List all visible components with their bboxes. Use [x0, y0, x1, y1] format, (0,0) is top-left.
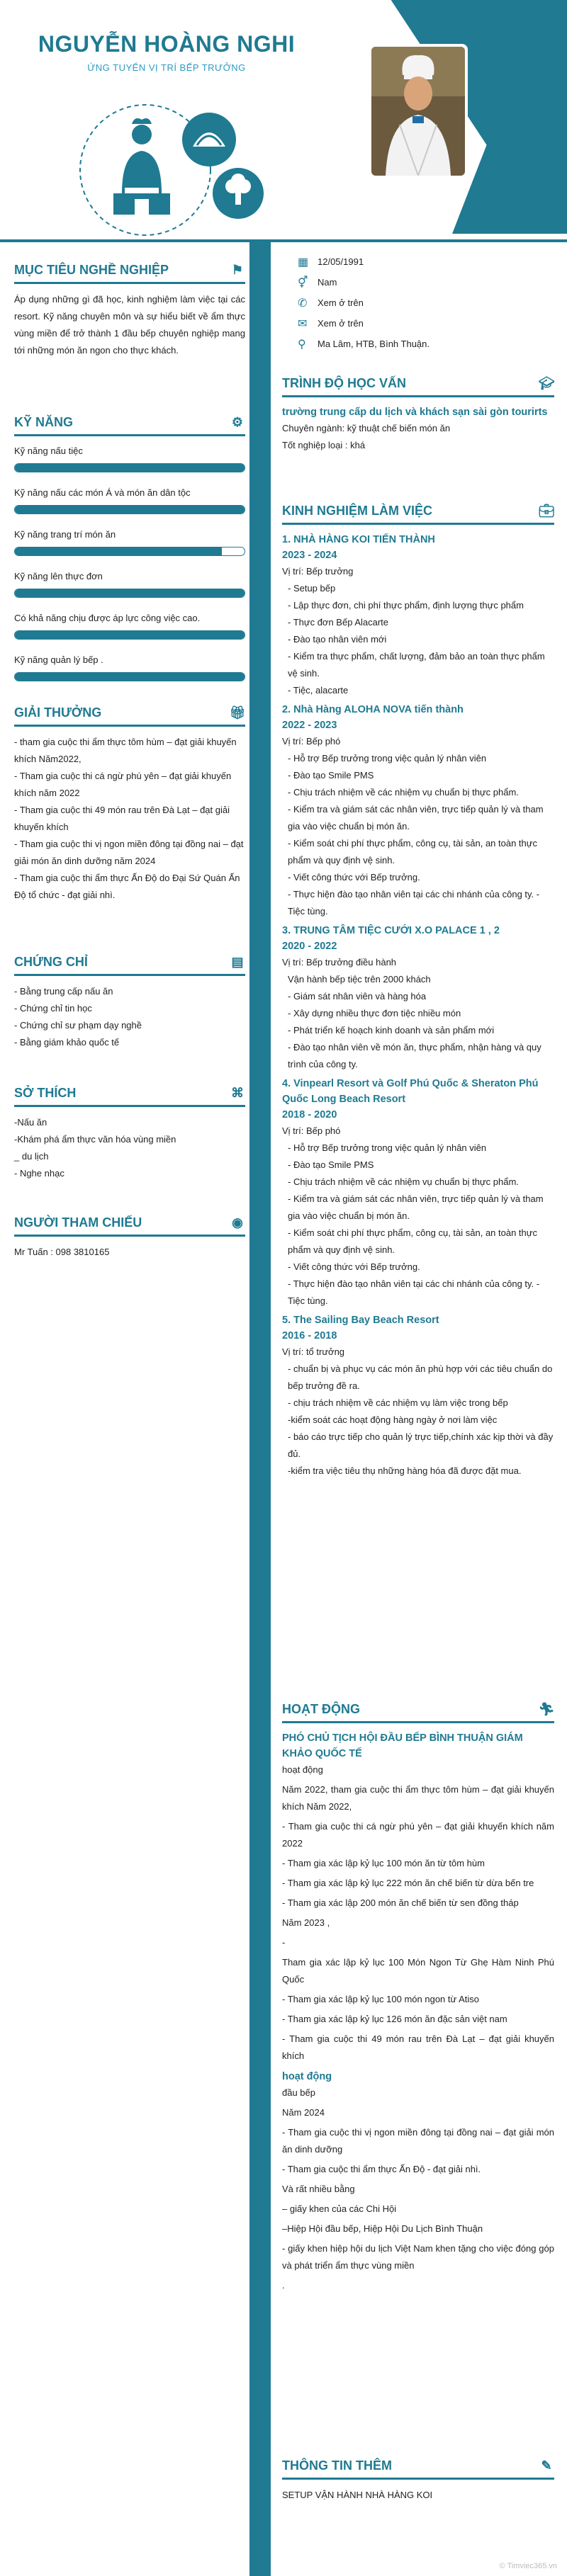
- job-company: 4. Vinpearl Resort và Golf Phú Quốc & Sheraton Phú Quốc Long Beach Resort: [282, 1078, 539, 1105]
- taco-icon: [182, 113, 236, 166]
- activity-item: - Tham gia xác lập kỷ lục 222 món ăn chế biến từ dừa bến tre: [282, 1878, 534, 1888]
- job-entry: [282, 1312, 554, 1480]
- skill-label: Kỹ năng quản lý bếp .: [14, 654, 103, 665]
- hobbies-list: [14, 1114, 245, 1182]
- chef-figure-icon: [113, 118, 170, 215]
- job-detail: Vị trí: Bếp trưởng: [282, 566, 354, 577]
- gender-value: Nam: [318, 277, 337, 288]
- location-pin-icon: ⚲: [298, 338, 306, 351]
- job-detail: - Kiểm tra và giám sát các nhân viên, trực tiếp quản lý và tham gia vào việc chuẩn bị món ăn.: [288, 1193, 544, 1221]
- calendar-icon: ▦: [298, 256, 309, 268]
- job-period: 2020 - 2022: [282, 941, 337, 952]
- award-item: - Tham gia cuộc thi cá ngừ phú yên – đạt giải khuyến khích năm 2022: [14, 771, 232, 798]
- flag-icon: ⚑: [231, 262, 244, 277]
- skill-bar: [14, 547, 245, 556]
- job-detail: Vị trí: Bếp trưởng điều hành: [282, 957, 397, 968]
- address-value: Ma Lâm, HTB, Bình Thuận.: [318, 339, 430, 349]
- more-info-text: SETUP VẬN HÀNH NHÀ HÀNG KOI: [282, 2490, 433, 2500]
- certificates-title: CHỨNG CHỈ ▤: [14, 954, 245, 976]
- skill-bar: [14, 505, 245, 514]
- job-detail: - chuẩn bị và phục vụ các món ăn phù hợp với các tiêu chuẩn do bếp trưởng đề ra.: [288, 1363, 553, 1391]
- activity-item: – giấy khen của các Chi Hội: [282, 2203, 397, 2214]
- award-item: - Tham gia cuộc thi ẩm thực Ấn Độ do Đại Sứ Quán Ấn Độ tổ chức - đạt giải nhì.: [14, 873, 240, 900]
- job-detail: - Viết công thức với Bếp trưởng.: [288, 872, 420, 883]
- experience-title: KINH NGHIỆM LÀM VIỆC 💼︎: [282, 503, 554, 525]
- birthday-value: 12/05/1991: [318, 256, 364, 267]
- vegetable-icon: [213, 168, 264, 219]
- skills-section: [0, 414, 247, 694]
- activity-item: đầu bếp: [282, 2087, 315, 2098]
- objective-section: [0, 262, 247, 359]
- certificates-list: [14, 983, 245, 1051]
- hobby-item: - Nghe nhạc: [14, 1168, 64, 1179]
- skill-label: Kỹ năng nấu tiệc: [14, 446, 83, 456]
- personal-info: [298, 251, 553, 354]
- activity-item: Năm 2023 ,: [282, 1917, 330, 1928]
- job-company: 1. NHÀ HÀNG KOI TIẾN THÀNH: [282, 534, 435, 545]
- skill-bar-fill: [15, 673, 245, 681]
- cert-item: - Chứng chỉ sư phạm dạy nghề: [14, 1020, 142, 1031]
- cert-item: - Bằng trung cấp nấu ăn: [14, 986, 113, 997]
- activity-item: - Tham gia xác lập 200 món ăn chế biến từ sen đồng tháp: [282, 1897, 519, 1908]
- email-row: [298, 313, 553, 334]
- reference-title: NGƯỜI THAM CHIẾU ◉: [14, 1215, 245, 1237]
- edit-icon: ✎: [541, 2458, 552, 2473]
- award-item: - Tham gia cuộc thi 49 món rau trên Đà Lạt – đạt giải khuyến khích: [14, 805, 230, 832]
- job-detail: - Lập thực đơn, chi phí thực phẩm, định lượng thực phẩm: [288, 600, 524, 611]
- education-section: [282, 375, 554, 454]
- job-detail: - Kiểm soát chi phí thực phẩm, công cụ, tài sản, an toàn thực phẩm và quy định vệ sinh.: [288, 1227, 537, 1255]
- phone-icon: ✆: [298, 297, 308, 310]
- email-value: Xem ở trên: [318, 318, 364, 329]
- hobbies-title: SỞ THÍCH ⌘: [14, 1085, 245, 1107]
- activity-item: - Tham gia xác lập kỷ lục 100 món ăn từ tôm hùm: [282, 1858, 485, 1868]
- awards-title: GIẢI THƯỞNG 🎁︎: [14, 705, 245, 727]
- skill-bar: [14, 672, 245, 681]
- activity-item: hoạt động: [282, 1764, 323, 1775]
- cert-item: - Bằng giám khảo quốc tế: [14, 1037, 120, 1048]
- address-row: [298, 334, 553, 354]
- job-detail: - Kiểm soát chi phí thực phẩm, công cụ, tài sản, an toàn thực phẩm và quy định vệ sinh.: [288, 838, 537, 866]
- awards-section: [0, 705, 247, 904]
- education-major: Chuyên ngành: kỹ thuật chế biến món ăn: [282, 423, 451, 433]
- center-divider-bar: [249, 242, 271, 2576]
- certificates-section: [0, 954, 247, 1051]
- jobs-list: [282, 532, 554, 1480]
- gears-icon: ⚙: [231, 414, 244, 429]
- skill-label: Có khả năng chịu được áp lực công việc cao.: [14, 613, 201, 623]
- objective-title: MỤC TIÊU NGHỀ NGHIỆP ⚑: [14, 262, 245, 284]
- skill-item: [14, 611, 245, 640]
- job-detail: - Tiệc, alacarte: [288, 685, 349, 696]
- more-info-title: THÔNG TIN THÊM ✎: [282, 2458, 554, 2480]
- activity-item: - Tham gia xác lập kỷ lục 126 món ăn đặc sản việt nam: [282, 2014, 507, 2024]
- awards-list: [14, 734, 245, 904]
- phone-row: [298, 293, 553, 313]
- hobby-item: -Khám phá ẩm thực văn hóa vùng miền: [14, 1134, 176, 1145]
- activity-group-list: [282, 1761, 554, 2065]
- activity-item: -: [282, 1937, 286, 1948]
- skill-bar: [14, 589, 245, 598]
- job-detail: - Viết công thức với Bếp trưởng.: [288, 1261, 420, 1272]
- applied-position: ỨNG TUYỂN VỊ TRÍ BẾP TRƯỞNG: [87, 62, 246, 73]
- job-detail: - Thực hiện đào tạo nhân viên tại các chi nhánh của công ty. - Tiệc tùng.: [288, 1278, 540, 1306]
- running-person-icon: 🏃︎: [538, 1701, 555, 1716]
- award-item: - Tham gia cuộc thi vị ngon miền đông tại đồng nai – đạt giải món ăn dinh dưỡng năm 2024: [14, 839, 244, 866]
- activity-item: –Hiệp Hội đầu bếp, Hiệp Hội Du Lịch Bình Thuận: [282, 2223, 483, 2234]
- activity-item: - giấy khen hiệp hội du lịch Việt Nam khen tặng cho việc đóng góp và phát triển ẩm thực vùng miền: [282, 2243, 554, 2271]
- profile-photo-frame: [369, 44, 468, 178]
- gender-icon: ⚥: [298, 276, 308, 289]
- reference-section: [0, 1215, 247, 1261]
- job-company: 5. The Sailing Bay Beach Resort: [282, 1315, 439, 1326]
- job-detail: - Hỗ trợ Bếp trưởng trong việc quản lý nhân viên: [288, 753, 487, 764]
- job-detail: - Xây dựng nhiều thực đơn tiệc nhiều món: [288, 1008, 461, 1019]
- job-detail: -kiểm soát các hoạt động hàng ngày ở nơi làm việc: [288, 1414, 498, 1425]
- gamepad-icon: ⌘: [231, 1085, 244, 1100]
- hobby-item: -Nấu ăn: [14, 1117, 47, 1128]
- job-detail: - Giám sát nhân viên và hàng hóa: [288, 991, 427, 1002]
- school-name: trường trung cấp du lịch và khách sạn sài gòn tourirts: [282, 407, 548, 418]
- skill-bar-fill: [15, 506, 245, 514]
- skill-bar: [14, 630, 245, 640]
- job-detail: Vị trí: Bếp phó: [282, 736, 341, 747]
- skill-label: Kỹ năng trang trí món ăn: [14, 529, 116, 540]
- phone-value: Xem ở trên: [318, 297, 364, 308]
- cv-header: [0, 0, 567, 241]
- reference-text: Mr Tuấn : 098 3810165: [14, 1247, 110, 1257]
- job-entry: [282, 923, 554, 1073]
- job-entry: [282, 532, 554, 699]
- skill-bar: [14, 463, 245, 472]
- activity-group-list: [282, 2084, 554, 2294]
- skill-bar-fill: [15, 589, 245, 597]
- skill-bar-fill: [15, 631, 245, 639]
- skill-item: [14, 569, 245, 598]
- activity-item: - Tham gia cuộc thi 49 món rau trên Đà Lạt – đạt giải khuyến khích: [282, 2033, 554, 2061]
- job-detail: Vận hành bếp tiệc trên 2000 khách: [288, 974, 431, 985]
- activity-item: .: [282, 2280, 285, 2291]
- activity-item: - Tham gia cuộc thi vị ngon miền đông tại đồng nai – đạt giải món ăn dinh dưỡng: [282, 2127, 554, 2155]
- activity-item: - Tham gia cuộc thi cá ngừ phú yên – đạt giải khuyến khích năm 2022: [282, 1821, 554, 1849]
- skill-item: [14, 485, 245, 514]
- job-detail: Vị trí: tổ trưởng: [282, 1346, 345, 1357]
- objective-text: Áp dụng những gì đã học, kinh nghiệm làm việc tại các resort. Kỹ năng chuyên môn và sự hiểu biết về ẩm thực vùng miền để trở thành 1 đầu bếp chuyên nghiệp mang tới những món ăn ngon cho thực khách.: [14, 294, 245, 356]
- job-detail: - Kiểm tra thực phẩm, chất lượng, đảm bảo an toàn thực phẩm vệ sinh.: [288, 651, 545, 679]
- gift-icon: 🎁︎: [229, 705, 246, 720]
- person-icon: ◉: [232, 1215, 243, 1230]
- cert-item: - Chứng chỉ tin học: [14, 1003, 92, 1014]
- job-detail: Vị trí: Bếp phó: [282, 1125, 341, 1136]
- skill-item: [14, 652, 245, 681]
- job-detail: - Kiểm tra và giám sát các nhân viên, trực tiếp quản lý và tham gia vào việc chuẩn bị món ăn.: [288, 804, 544, 832]
- job-period: 2018 - 2020: [282, 1109, 337, 1120]
- birthday-row: [298, 251, 553, 272]
- job-detail: - Đào tạo nhân viên mới: [288, 634, 387, 645]
- job-entry: [282, 1076, 554, 1310]
- graduation-cap-icon: 🎓︎: [538, 375, 555, 390]
- job-company: 3. TRUNG TÂM TIỆC CƯỚI X.O PALACE 1 , 2: [282, 925, 500, 936]
- job-detail: -kiểm tra việc tiêu thụ những hàng hóa đã được đặt mua.: [288, 1465, 522, 1476]
- profile-photo: [371, 47, 465, 176]
- certificate-icon: ▤: [231, 954, 244, 969]
- skills-list: [14, 443, 245, 681]
- gender-row: [298, 272, 553, 293]
- more-info-section: [282, 2458, 554, 2504]
- activity-item: - Tham gia xác lập kỷ lục 100 món ngon từ Atiso: [282, 1994, 479, 2004]
- job-company: 2. Nhà Hàng ALOHA NOVA tiến thành: [282, 704, 464, 715]
- activity-item: Và rất nhiều bằng: [282, 2184, 355, 2194]
- activities-title: HOẠT ĐỘNG 🏃︎: [282, 1701, 554, 1723]
- job-detail: - Setup bếp: [288, 583, 336, 594]
- experience-section: [282, 503, 554, 1482]
- activities-section: [282, 1701, 554, 2297]
- skill-item: [14, 527, 245, 556]
- skill-label: Kỹ năng lên thực đơn: [14, 571, 103, 581]
- job-entry: [282, 702, 554, 920]
- job-detail: - chịu trách nhiệm về các nhiệm vụ làm việc trong bếp: [288, 1397, 508, 1408]
- hobbies-section: [0, 1085, 247, 1182]
- activity-item: - Tham gia cuộc thi ẩm thực Ấn Độ - đạt giải nhì.: [282, 2164, 481, 2174]
- job-detail: - Hỗ trợ Bếp trưởng trong việc quản lý nhân viên: [288, 1142, 487, 1153]
- job-detail: - Chịu trách nhiệm về các nhiệm vụ chuẩn bị thực phẩm.: [288, 787, 519, 798]
- job-detail: - Thực đơn Bếp Alacarte: [288, 617, 389, 628]
- skills-title: KỸ NĂNG ⚙: [14, 414, 245, 436]
- skill-item: [14, 443, 245, 472]
- candidate-name: NGUYỄN HOÀNG NGHI: [38, 31, 296, 57]
- education-title: TRÌNH ĐỘ HỌC VẤN 🎓︎: [282, 375, 554, 397]
- skill-bar-fill: [15, 464, 245, 472]
- job-detail: - Đào tạo nhân viên về món ăn, thực phẩm, nhận hàng và quy trình của công ty.: [288, 1042, 541, 1069]
- skill-label: Kỹ năng nấu các món Á và món ăn dân tộc: [14, 487, 191, 498]
- watermark: © Timviec365.vn: [499, 2562, 557, 2570]
- chef-illustration: [71, 103, 326, 237]
- job-detail: - báo cáo trực tiếp cho quản lý trực tiếp,chính xác kịp thời và đầy đủ.: [288, 1431, 554, 1459]
- briefcase-icon: 💼︎: [538, 503, 555, 518]
- job-detail: - Đào tạo Smile PMS: [288, 770, 374, 781]
- job-detail: - Thực hiện đào tạo nhân viên tại các chi nhánh của công ty. - Tiệc tùng.: [288, 889, 540, 917]
- job-period: 2023 - 2024: [282, 550, 337, 561]
- job-detail: - Phát triển kế hoạch kinh doanh và sản phẩm mới: [288, 1025, 495, 1035]
- email-icon: ✉: [298, 317, 308, 330]
- activity-item: Tham gia xác lập kỷ lục 100 Món Ngon Từ Ghẹ Hàm Ninh Phú Quốc: [282, 1957, 554, 1985]
- skill-bar-fill: [15, 547, 222, 555]
- activity-group-title: hoạt động: [282, 2071, 332, 2082]
- education-grade: Tốt nghiệp loại : khá: [282, 440, 366, 450]
- activity-group-title: PHÓ CHỦ TỊCH HỘI ĐẦU BẾP BÌNH THUẬN GIÁM KHẢO QUỐC TẾ: [282, 1732, 523, 1759]
- job-period: 2016 - 2018: [282, 1330, 337, 1341]
- hobby-item: _ du lịch: [14, 1151, 49, 1162]
- award-item: - tham gia cuộc thi ẩm thực tôm hùm – đạt giải khuyến khích Năm2022,: [14, 737, 237, 764]
- job-detail: - Đào tạo Smile PMS: [288, 1159, 374, 1170]
- activity-item: Năm 2024: [282, 2107, 325, 2118]
- job-period: 2022 - 2023: [282, 720, 337, 731]
- job-detail: - Chịu trách nhiệm về các nhiệm vụ chuẩn bị thực phẩm.: [288, 1176, 519, 1187]
- activity-item: Năm 2022, tham gia cuộc thi ẩm thực tôm hùm – đạt giải khuyến khích Năm 2022,: [282, 1784, 554, 1812]
- header-divider: [0, 239, 567, 242]
